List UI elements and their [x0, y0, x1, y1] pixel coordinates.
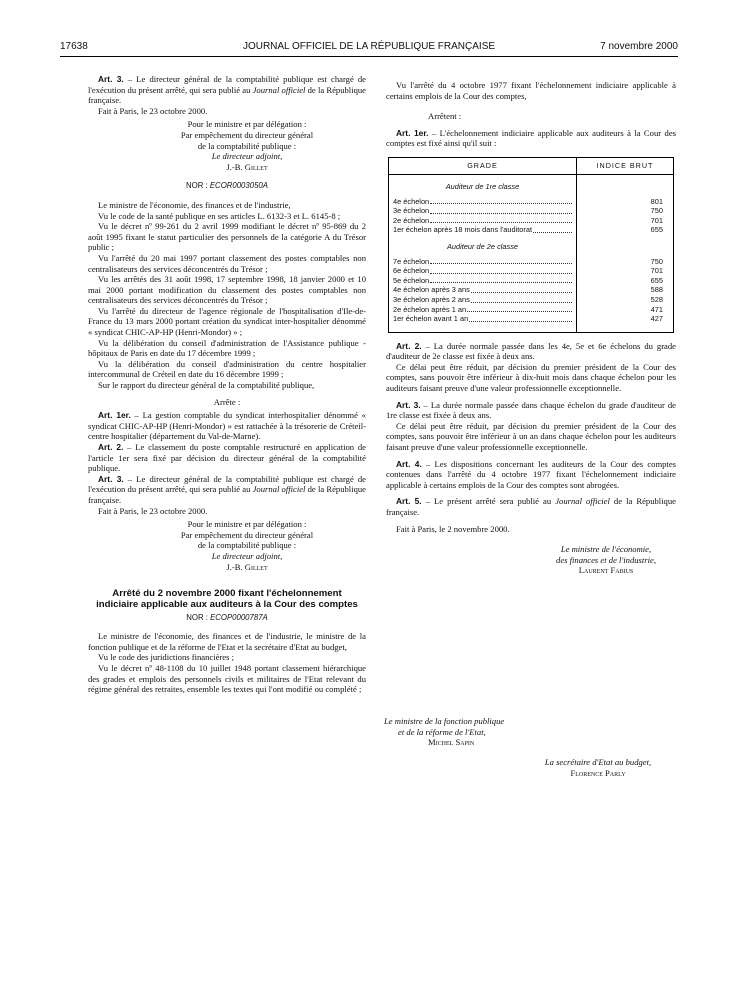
page-header: [60, 42, 678, 56]
article-2: Art. 2. – Le classement du poste comptable restructuré en application de l'article 1er sera fixé par décision du directeur général de la comptabilité publique.: [88, 442, 366, 474]
visa2-line: Le ministre de l'économie, des finances et de l'industrie, le ministre de la fonction publique et de la réforme de l'Etat et la secrétaire d'Etat au budget,: [88, 631, 366, 652]
nor-reference-2: NOR : ECOP0000787A: [186, 612, 268, 622]
fait-a-paris-2: Fait à Paris, le 23 octobre 2000.: [98, 505, 208, 516]
visa-line: Vu le décret nº 99-261 du 2 avril 1999 modifiant le décret nº 95-869 du 2 août 1995 fixant le statut particulier des personnels de la catégorie A du Trésor public ;: [88, 221, 366, 253]
column-header-indice: INDICE BRUT: [576, 157, 673, 174]
article-5-right: Art. 5. – Le présent arrêté sera publié au Journal officiel de la République française.: [386, 496, 676, 517]
table-row: 3e échelon après 2 ans 528: [389, 295, 674, 305]
signature-public-service-minister: Le ministre de la fonction publique et de la réforme de l'Etat, Michel Sapin: [384, 716, 505, 748]
table-row: 3e échelon 750: [389, 206, 674, 216]
article-1: Art. 1er. – La gestion comptable du syndicat interhospitalier dénommé « syndicat CHIC-AP-HP (Henri-Mondor) » est rattachée à la trésorerie de Créteil-centre hospitalier (département du Val-de-Marne).: [88, 410, 366, 442]
article-3-second: Art. 3. – Le directeur général de la comptabilité publique est chargé de l'exécution du présent arrêté, qui sera publié au Journal officiel de la République française.: [88, 473, 366, 505]
journal-title: JOURNAL OFFICIEL DE LA RÉPUBLIQUE FRANÇAISE: [242, 41, 496, 52]
visa3: Vu l'arrêté du 4 octobre 1977 fixant l'échelonnement indiciaire applicable à certains emplois de la Cour des comptes,: [386, 80, 676, 101]
visa-line: Vu le code de la santé publique en ses articles L. 6132-3 et L. 6145-8 ;: [98, 210, 341, 221]
page-number: 17638: [60, 41, 88, 52]
visa-line: Vu l'arrêté du 20 mai 1997 portant classement des postes comptables non centralisateurs des services déconcentrés du Trésor ;: [88, 252, 366, 274]
signature-block-2: Pour le ministre et par délégation : Par empêchement du directeur général de la comptabilité publique : Le directeur adjoint, J.-B. Gillet: [180, 519, 314, 572]
fait-a-paris-3: Fait à Paris, le 2 novembre 2000.: [396, 523, 510, 534]
visa-line: Sur le rapport du directeur général de la comptabilité publique,: [98, 380, 315, 391]
article-1-right: Art. 1er. – L'échelonnement indiciaire applicable aux auditeurs à la Cour des comptes est fixé ainsi qu'il suit :: [386, 127, 676, 149]
visa-line: Le ministre de l'économie, des finances et de l'industrie,: [98, 199, 291, 210]
class-heading: Auditeur de 1re classe: [445, 181, 520, 191]
article-2-right: Art. 2. – La durée normale passée dans les 4e, 5e et 6e échelons du grade d'auditeur de 2e classe est fixée à deux ans.: [386, 340, 676, 362]
signature-block-1: Pour le ministre et par délégation : Par empêchement du directeur général de la comptabilité publique : Le directeur adjoint, J.-B. Gillet: [180, 119, 314, 172]
column-header-grade: GRADE: [389, 157, 577, 174]
article-3-reduction: Ce délai peut être réduit, par décision du premier président de la Cour des comptes, sans pouvoir être inférieur à un an dans chaque échelon pour les auditeurs faisant preuve d'une valeur professionnelle exceptionnelle.: [386, 420, 676, 453]
table-row: 4e échelon après 3 ans 588: [389, 285, 674, 295]
decree-title: Arrêté du 2 novembre 2000 fixant l'échelonnement indiciaire applicable aux auditeurs à la Cour des comptes: [96, 588, 358, 611]
visa-line: Vu la délibération du conseil d'administration du centre hospitalier intercommunal de Créteil en date du 16 décembre 1999 ;: [88, 358, 366, 380]
arretent-heading: Arrêtent :: [428, 111, 462, 122]
indice-table: [388, 157, 674, 333]
visa-line: Vu la délibération du conseil d'administration de l'Assistance publique - hôpitaux de Paris en date du 17 décembre 1999 ;: [88, 337, 366, 359]
table-row: 7e échelon 750: [389, 257, 674, 267]
arrete-heading: Arrête :: [213, 396, 241, 407]
issue-date: 7 novembre 2000: [600, 41, 678, 52]
table-row: 1er échelon avant 1 an 427: [389, 314, 674, 324]
class-heading: Auditeur de 2e classe: [446, 241, 519, 251]
visa-line: Vu les arrêtés des 31 août 1998, 17 septembre 1998, 18 janvier 2000 et 10 mai 2000 portant modification du classement des postes comptables non centralisateurs des services déconcentrés du Trésor ;: [88, 274, 366, 306]
visa2-line: Vu le décret nº 48-1108 du 10 juillet 1948 portant classement hiérarchique des grades et emplois des personnels civils et militaires de l'Etat relevant du régime général des retraites, ensemble les textes qui l'ont modifié ou complété ;: [88, 662, 366, 695]
table-row: 5e échelon 655: [389, 276, 674, 286]
header-rule: [60, 56, 678, 57]
fait-a-paris-1: Fait à Paris, le 23 octobre 2000.: [98, 105, 208, 116]
visa-line: Vu l'arrêté du directeur de l'agence régionale de l'hospitalisation d'Ile-de-France du 13 mars 2000 portant création du syndicat inter-hospitalier dénommé « syndicat CHIC-AP-HP (Henri-Mondor) » ;: [88, 305, 366, 338]
nor-reference-1: NOR : ECOR0003050A: [186, 181, 268, 191]
article-2-reduction: Ce délai peut être réduit, par décision du premier président de la Cour des comptes, sans pouvoir être inférieur à dix-huit mois dans chaque échelon pour les auditeurs faisant preuve d'une valeur professionnelle exceptionnelle.: [386, 361, 676, 394]
article-4-right: Art. 4. – Les dispositions concernant les auditeurs de la Cour des comptes contenues dans l'arrêté du 4 octobre 1977 fixant l'échelonnement indiciaire applicable à certains emplois de la Cour des comptes sont abrogées.: [386, 458, 676, 490]
table-row: 1er échelon après 18 mois dans l'auditorat 655: [389, 225, 674, 235]
left-column: [88, 74, 366, 695]
article-3-right: Art. 3. – La durée normale passée dans chaque échelon du grade d'auditeur de 1re classe est fixée à deux ans.: [386, 399, 676, 421]
table-row: 4e échelon 801: [389, 197, 674, 207]
right-column: [386, 80, 676, 576]
table-row: 2e échelon 701: [389, 216, 674, 226]
article-3-first: Art. 3. – Le directeur général de la comptabilité publique est chargé de l'exécution du présent arrêté, qui sera publié au Journal officiel de la République française.: [88, 74, 366, 106]
signature-budget-secretary: La secrétaire d'Etat au budget, Florence Parly: [544, 757, 652, 778]
visa2-line: Vu le code des juridictions financières ;: [98, 652, 234, 663]
table-row: 6e échelon 701: [389, 266, 674, 276]
signature-economy-minister: Le ministre de l'économie, des finances et de l'industrie, Laurent Fabius: [556, 544, 656, 576]
table-row: 2e échelon après 1 an 471: [389, 305, 674, 315]
